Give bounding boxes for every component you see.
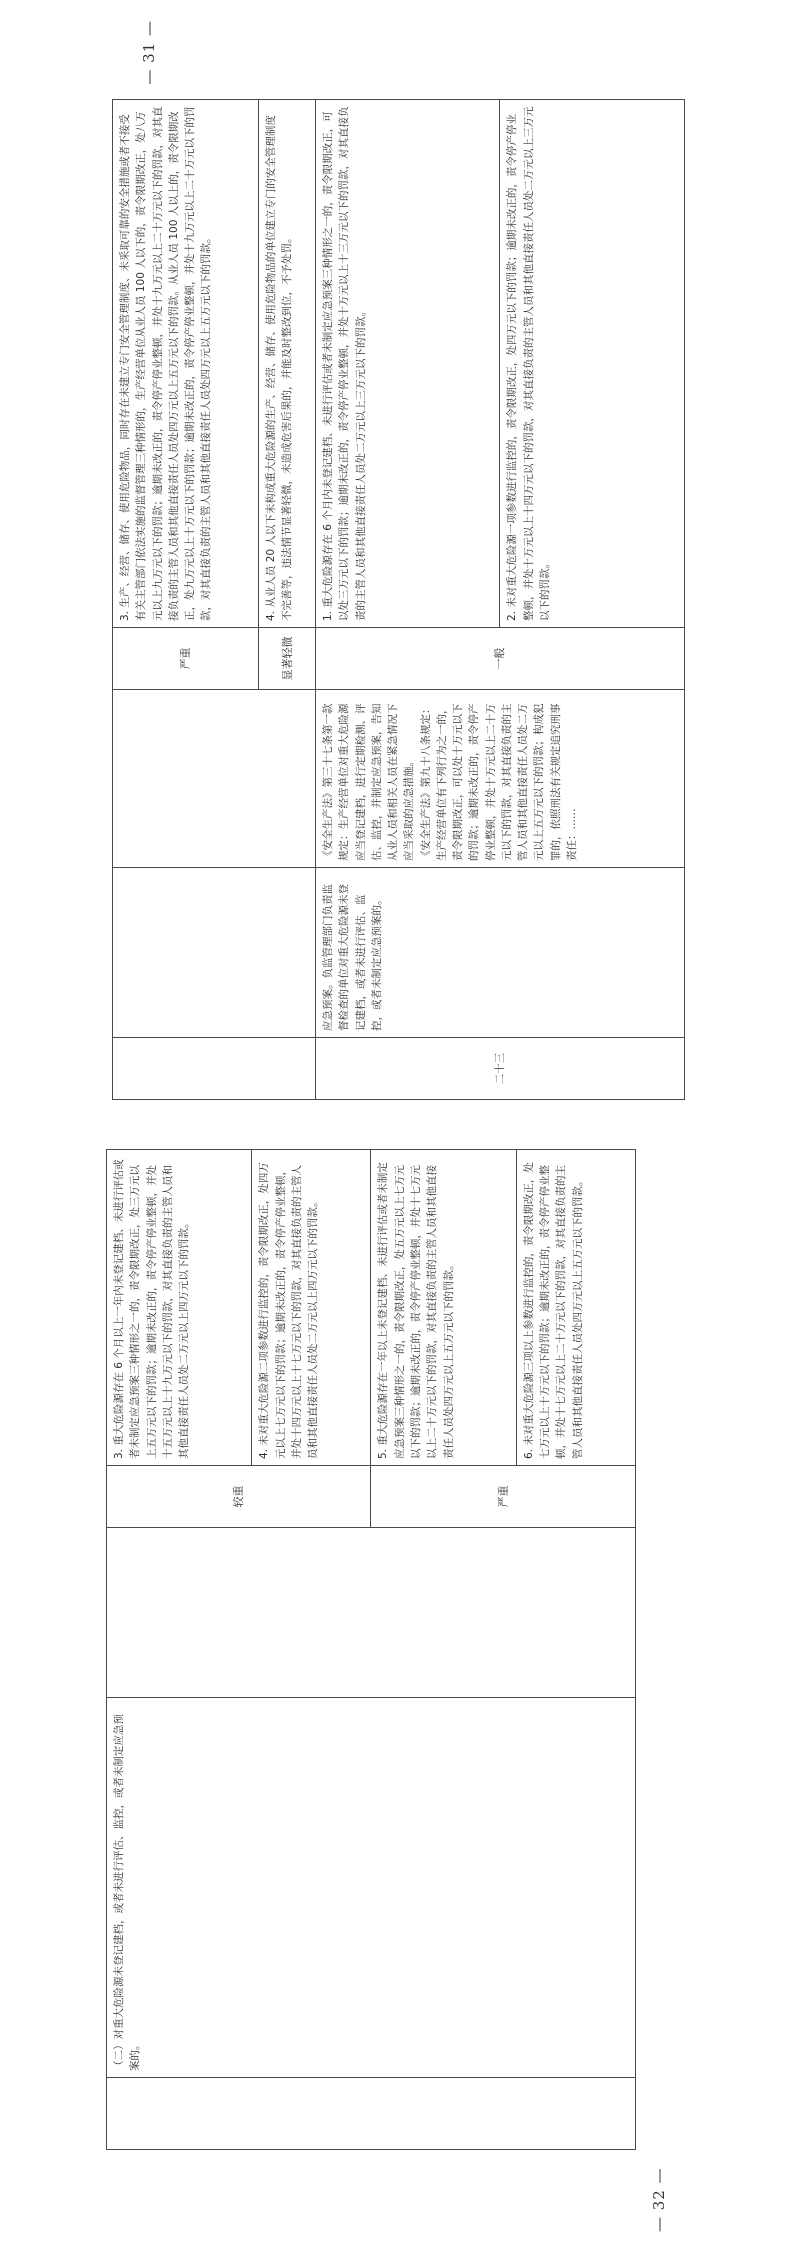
- penalty-cell: 5. 重大危险源存在一年以上未登记建档、未进行评估或者未制定应急预案三种情形之一的，责令限期改正，处五万元以上七万元以下的罚款；逾期未改正的，责令停产停业整顿，并处十七万元以上二十万元以下的罚款，对其直接负责的主管人员和其他直接责任人员处四万元以上五万元以下的罚款。: [371, 1150, 516, 1466]
- level-moderate: 较重: [107, 1466, 371, 1528]
- violation-text: （二）对重大危险源未登记建档，或者未进行评估、监控，或者未制定应急预案的。: [113, 1714, 142, 2071]
- violation-cell: 应急预案。负监管理部门负责监督检查的单位对重大危险源未登记建档，或者未进行评估、监控，或者未制定应急预案的。: [315, 868, 684, 1038]
- page-number: — 31 —: [140, 20, 158, 85]
- penalty-cell: 6. 未对重大危险源三项以上参数进行监控的，责令限期改正，处七万元以上十万元以下的罚款；逾期未改正的，责令停产停业整顿，并处十七万元以上二十万元以下的罚款，对其直接负责的主管人员和其他直接责任人员处四万元以上五万元以下的罚款。: [516, 1150, 635, 1466]
- penalty-table: [106, 1149, 636, 2150]
- table-row: [107, 1150, 252, 2150]
- law-basis-cell: [107, 1528, 636, 1698]
- law-basis-a: 《安全生产法》第三十七条第一款规定：生产经营单位对重大危险源应当登记建档，进行定期检测、评估、监控，并制定应急预案，告知从业人员和相关人员在紧急情况下应当采取的应急措施。: [321, 703, 416, 861]
- penalty-cell: 3. 生产、经营、储存、使用危险物品，同时存在未建立专门安全管理制度、未采取可靠的安全措施或者不接受有关主管部门依法实施的监督管理三种情形的，生产经营单位从业人员 100 人以下的，责令限期改正，处八万元以上九万元以下的罚款；逾期未改正的，责令停产停业整顿，并处十九万元以上二十万元以下的罚款，对其直接负责的主管人员和其他直接责任人员处四万元以上五万元以下的罚款。从业人员 100 人以上的，责令限期改正，处九万元以上十万元以下的罚款；逾期未改正的，责令停产停业整顿，并处十九万元以上二十万元以下的罚款，对其直接负责的主管人员和其他直接责任人员处四万元以上五万元以下的罚款。: [113, 100, 259, 628]
- law-basis-b: 《安全生产法》第九十八条规定：生产经营单位有下列行为之一的，责令限期改正，可以处十万元以下的罚款；逾期未改正的，责令停产停业整顿，并处十万元以上二十万元以下的罚款，对其直接负责的主管人员和其他直接责任人员处二万元以上五万元以下的罚款；构成犯罪的，依照刑法有关规定追究刑事责任：……: [419, 703, 578, 861]
- level-severe: 严重: [371, 1466, 636, 1528]
- page-32: [0, 1126, 792, 2252]
- law-basis-cell: [113, 690, 316, 868]
- level-minor: 显著轻微: [259, 628, 316, 690]
- penalty-cell: 4. 未对重大危险源二项参数进行监控的，责令限期改正，处四万元以上七万元以下的罚款；逾期未改正的，责令停产停业整顿，并处十四万元以上十七万元以下的罚款，对其直接负责的主管人员和其他直接责任人员处二万元以上四万元以下的罚款。: [252, 1150, 371, 1466]
- page-number: — 32 —: [650, 2167, 668, 2232]
- penalty-table: [112, 99, 685, 1100]
- penalty-cell: 1. 重大危险源存在 6 个月内未登记建档、未进行评估或者未制定应急预案三种情形之一的，责令限期改正，可以处三万元以下的罚款；逾期未改正的，责令停产停业整顿，并处十万元以上十三万元以下的罚款，对其直接负责的主管人员和其他直接责任人员处二万元以上三万元以下的罚款。: [315, 100, 499, 628]
- table-row: [113, 100, 259, 1100]
- item-number-cell: 二十三: [315, 1038, 684, 1100]
- law-basis-cell: [315, 690, 684, 868]
- level-severe: 严重: [113, 628, 259, 690]
- item-number-cell: [107, 2078, 636, 2150]
- violation-cell: [107, 1698, 636, 2078]
- table-row: [315, 100, 499, 1100]
- penalty-cell: 4. 从业人员 20 人以下未构成重大危险源的生产、经营、储存、使用危险物品的单位建立专门的安全管理制度不完善等，违法情节显著轻微，未造成危害后果的，并能及时整改到位，不予处罚。: [259, 100, 316, 628]
- violation-cell: [113, 868, 316, 1038]
- penalty-cell: 3. 重大危险源存在 6 个月以上一年内未登记建档、未进行评估或者未制定应急预案三种情形之一的，责令限期改正，处三万元以上五万元以下的罚款；逾期未改正的，责令停产停业整顿，并处十五万元以上十九万元以下的罚款，对其直接负责的主管人员和其他直接责任人员处二万元以上四万元以下的罚款。: [107, 1150, 252, 1466]
- level-general: 一般: [315, 628, 684, 690]
- item-number-cell: [113, 1038, 316, 1100]
- penalty-cell: 2. 未对重大危险源一项参数进行监控的，责令限期改正，处四万元以下的罚款；逾期未改正的，责令停产停业整顿，并处十万元以上十四万元以下的罚款，对其直接负责的主管人员和其他直接责任人员处二万元以上三万元以下的罚款。: [500, 100, 685, 628]
